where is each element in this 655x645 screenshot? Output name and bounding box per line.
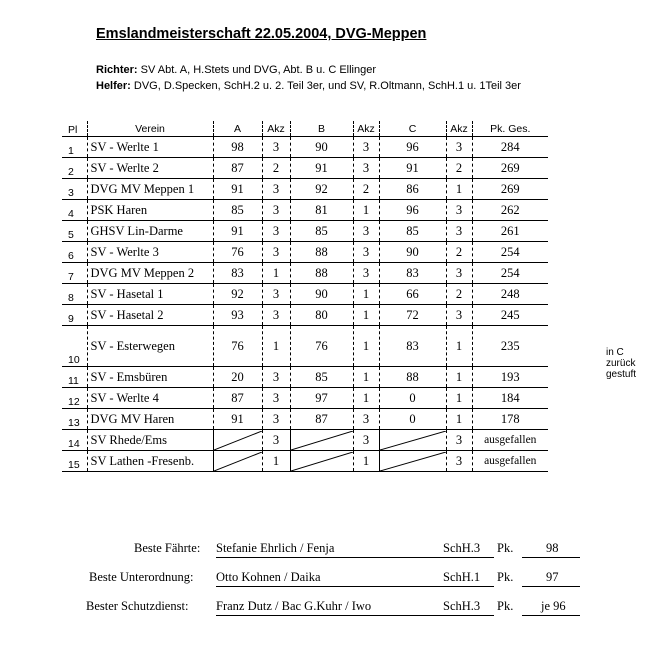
rank-cell: 14 xyxy=(62,430,87,451)
best-value: 98 xyxy=(546,541,559,555)
richter-text: SV Abt. A, H.Stets und DVG, Abt. B u. C Ellinger xyxy=(137,64,377,76)
header-c: C xyxy=(379,121,446,137)
akz-b-cell: 3 xyxy=(353,158,379,179)
table-row xyxy=(62,158,548,179)
akz-a-cell: 2 xyxy=(262,158,290,179)
akz-a-cell: 3 xyxy=(262,200,290,221)
total-cell: 269 xyxy=(472,158,548,179)
total-cell: 254 xyxy=(472,263,548,284)
table-row xyxy=(62,179,548,200)
score-b-cell: 81 xyxy=(290,200,353,221)
club-cell: SV - Werlte 3 xyxy=(87,242,213,263)
helfer-text: DVG, D.Specken, SchH.2 u. 2. Teil 3er, und SV, R.Oltmann, SchH.1 u. 1Teil 3er xyxy=(130,80,521,92)
total-cell: 235 xyxy=(472,326,548,367)
table-row xyxy=(62,326,548,367)
header-b: B xyxy=(290,121,353,137)
best-level: SchH.3 xyxy=(443,599,481,613)
table-row xyxy=(62,430,548,451)
score-a-cell: 87 xyxy=(213,158,262,179)
score-c-cell: 86 xyxy=(379,179,446,200)
akz-c-cell: 1 xyxy=(446,326,472,367)
best-name: Franz Dutz / Bac G.Kuhr / Iwo xyxy=(216,599,372,613)
total-cell: 248 xyxy=(472,284,548,305)
akz-a-cell: 3 xyxy=(262,388,290,409)
best-label: Bester Schutzdienst: xyxy=(86,599,189,613)
score-c-cell: 72 xyxy=(379,305,446,326)
club-cell: DVG MV Haren xyxy=(87,409,213,430)
club-cell: DVG MV Meppen 1 xyxy=(87,179,213,200)
score-c-cell: 0 xyxy=(379,388,446,409)
rank-cell: 2 xyxy=(62,158,87,179)
akz-b-cell: 3 xyxy=(353,137,379,158)
table-row xyxy=(62,242,548,263)
club-cell: PSK Haren xyxy=(87,200,213,221)
score-a-cell: 93 xyxy=(213,305,262,326)
akz-c-cell: 2 xyxy=(446,242,472,263)
rank-cell: 8 xyxy=(62,284,87,305)
score-b-cell: 97 xyxy=(290,388,353,409)
total-cell: 261 xyxy=(472,221,548,242)
akz-a-cell: 1 xyxy=(262,326,290,367)
rank-cell: 7 xyxy=(62,263,87,284)
club-cell: SV - Werlte 4 xyxy=(87,388,213,409)
score-b-cell xyxy=(290,430,353,451)
akz-a-cell: 3 xyxy=(262,179,290,200)
best-underline xyxy=(216,615,494,616)
table-row xyxy=(62,451,548,472)
total-cell: 284 xyxy=(472,137,548,158)
akz-a-cell: 3 xyxy=(262,221,290,242)
akz-b-cell: 3 xyxy=(353,263,379,284)
score-c-cell: 90 xyxy=(379,242,446,263)
best-level: SchH.1 xyxy=(443,570,481,584)
score-a-cell: 85 xyxy=(213,200,262,221)
akz-b-cell: 1 xyxy=(353,305,379,326)
best-underline xyxy=(522,557,580,558)
rank-cell: 13 xyxy=(62,409,87,430)
club-cell: SV - Werlte 1 xyxy=(87,137,213,158)
akz-c-cell: 3 xyxy=(446,137,472,158)
table-row xyxy=(62,137,548,158)
score-a-cell: 87 xyxy=(213,388,262,409)
table-header xyxy=(62,121,548,137)
club-cell: GHSV Lin-Darme xyxy=(87,221,213,242)
slash-mark xyxy=(214,431,262,450)
score-c-cell: 91 xyxy=(379,158,446,179)
score-c-cell: 85 xyxy=(379,221,446,242)
best-underline xyxy=(216,586,494,587)
table-row xyxy=(62,305,548,326)
table-row xyxy=(62,367,548,388)
total-cell: 193 xyxy=(472,367,548,388)
akz-b-cell: 2 xyxy=(353,179,379,200)
akz-a-cell: 3 xyxy=(262,305,290,326)
header-akz-b: Akz xyxy=(353,121,379,137)
akz-b-cell: 3 xyxy=(353,430,379,451)
akz-c-cell: 3 xyxy=(446,200,472,221)
score-c-cell xyxy=(379,430,446,451)
akz-a-cell: 3 xyxy=(262,430,290,451)
score-a-cell: 83 xyxy=(213,263,262,284)
score-b-cell: 85 xyxy=(290,367,353,388)
total-cell: 184 xyxy=(472,388,548,409)
best-pk-label: Pk. xyxy=(497,541,514,555)
akz-b-cell: 1 xyxy=(353,284,379,305)
akz-a-cell: 3 xyxy=(262,367,290,388)
akz-c-cell: 1 xyxy=(446,388,472,409)
akz-c-cell: 3 xyxy=(446,221,472,242)
note-line: in C xyxy=(606,347,624,358)
score-c-cell: 66 xyxy=(379,284,446,305)
score-c-cell: 96 xyxy=(379,200,446,221)
note-esterwegen xyxy=(606,347,636,380)
score-b-cell xyxy=(290,451,353,472)
akz-b-cell: 1 xyxy=(353,388,379,409)
best-pk-label: Pk. xyxy=(497,570,514,584)
rank-cell: 10 xyxy=(62,326,87,367)
slash-mark xyxy=(380,452,446,471)
score-c-cell: 88 xyxy=(379,367,446,388)
header-verein: Verein xyxy=(87,121,213,137)
rank-cell: 5 xyxy=(62,221,87,242)
akz-c-cell: 3 xyxy=(446,263,472,284)
best-level: SchH.3 xyxy=(443,541,481,555)
best-label: Beste Unterordnung: xyxy=(89,570,194,584)
total-cell: 245 xyxy=(472,305,548,326)
akz-c-cell: 2 xyxy=(446,284,472,305)
akz-a-cell: 1 xyxy=(262,451,290,472)
akz-c-cell: 1 xyxy=(446,367,472,388)
header-akz-a: Akz xyxy=(262,121,290,137)
akz-b-cell: 1 xyxy=(353,367,379,388)
score-b-cell: 90 xyxy=(290,284,353,305)
best-label: Beste Fährte: xyxy=(134,541,201,555)
total-cell: 269 xyxy=(472,179,548,200)
score-b-cell: 88 xyxy=(290,263,353,284)
score-a-cell: 91 xyxy=(213,221,262,242)
slash-mark xyxy=(380,431,446,450)
score-b-cell: 76 xyxy=(290,326,353,367)
rank-cell: 9 xyxy=(62,305,87,326)
club-cell: SV - Esterwegen xyxy=(87,326,213,367)
rank-cell: 3 xyxy=(62,179,87,200)
slash-mark xyxy=(214,452,262,471)
akz-c-cell: 3 xyxy=(446,451,472,472)
helfer-label: Helfer: xyxy=(96,80,131,92)
akz-c-cell: 3 xyxy=(446,305,472,326)
akz-b-cell: 1 xyxy=(353,451,379,472)
rank-cell: 12 xyxy=(62,388,87,409)
akz-a-cell: 1 xyxy=(262,263,290,284)
richter-label: Richter: xyxy=(96,64,138,76)
slash-mark xyxy=(291,452,353,471)
club-cell: DVG MV Meppen 2 xyxy=(87,263,213,284)
note-line: zurück xyxy=(606,358,636,369)
table-row xyxy=(62,409,548,430)
akz-c-cell: 1 xyxy=(446,409,472,430)
score-a-cell xyxy=(213,451,262,472)
slash-mark xyxy=(291,431,353,450)
rank-cell: 15 xyxy=(62,451,87,472)
score-a-cell: 76 xyxy=(213,326,262,367)
score-c-cell: 0 xyxy=(379,409,446,430)
score-b-cell: 87 xyxy=(290,409,353,430)
total-cell: 262 xyxy=(472,200,548,221)
akz-b-cell: 3 xyxy=(353,409,379,430)
club-cell: SV Rhede/Ems xyxy=(87,430,213,451)
best-underline xyxy=(216,557,494,558)
rank-cell: 1 xyxy=(62,137,87,158)
total-cell: ausgefallen xyxy=(472,430,548,451)
akz-b-cell: 3 xyxy=(353,242,379,263)
score-a-cell xyxy=(213,430,262,451)
best-value: je 96 xyxy=(541,599,566,613)
club-cell: SV - Emsbüren xyxy=(87,367,213,388)
richter-line xyxy=(96,64,376,76)
akz-a-cell: 3 xyxy=(262,409,290,430)
header-pl: Pl xyxy=(62,121,87,137)
table-row xyxy=(62,263,548,284)
score-c-cell xyxy=(379,451,446,472)
rank-cell: 11 xyxy=(62,367,87,388)
akz-a-cell: 3 xyxy=(262,284,290,305)
akz-b-cell: 3 xyxy=(353,221,379,242)
header-akz-c: Akz xyxy=(446,121,472,137)
club-cell: SV - Hasetal 2 xyxy=(87,305,213,326)
note-line: gestuft xyxy=(606,369,637,380)
best-pk-label: Pk. xyxy=(497,599,514,613)
table-row xyxy=(62,221,548,242)
akz-c-cell: 2 xyxy=(446,158,472,179)
table-row xyxy=(62,388,548,409)
table-row xyxy=(62,200,548,221)
best-name: Stefanie Ehrlich / Fenja xyxy=(216,541,335,555)
score-c-cell: 83 xyxy=(379,326,446,367)
page-title: Emslandmeisterschaft 22.05.2004, DVG-Meppen xyxy=(96,26,427,42)
club-cell: SV - Werlte 2 xyxy=(87,158,213,179)
rank-cell: 6 xyxy=(62,242,87,263)
results-table xyxy=(62,121,548,472)
header-pk-ges: Pk. Ges. xyxy=(472,121,548,137)
akz-c-cell: 1 xyxy=(446,179,472,200)
rank-cell: 4 xyxy=(62,200,87,221)
best-underline xyxy=(522,586,580,587)
akz-b-cell: 1 xyxy=(353,200,379,221)
akz-a-cell: 3 xyxy=(262,242,290,263)
score-c-cell: 83 xyxy=(379,263,446,284)
score-a-cell: 98 xyxy=(213,137,262,158)
score-a-cell: 76 xyxy=(213,242,262,263)
total-cell: 178 xyxy=(472,409,548,430)
club-cell: SV Lathen -Fresenb. xyxy=(87,451,213,472)
score-b-cell: 80 xyxy=(290,305,353,326)
table-row xyxy=(62,284,548,305)
score-a-cell: 20 xyxy=(213,367,262,388)
score-b-cell: 92 xyxy=(290,179,353,200)
score-b-cell: 91 xyxy=(290,158,353,179)
helfer-line xyxy=(96,80,521,92)
best-value: 97 xyxy=(546,570,559,584)
best-name: Otto Kohnen / Daika xyxy=(216,570,321,584)
best-underline xyxy=(522,615,580,616)
akz-a-cell: 3 xyxy=(262,137,290,158)
score-b-cell: 90 xyxy=(290,137,353,158)
header-a: A xyxy=(213,121,262,137)
score-a-cell: 91 xyxy=(213,409,262,430)
score-a-cell: 92 xyxy=(213,284,262,305)
score-b-cell: 85 xyxy=(290,221,353,242)
club-cell: SV - Hasetal 1 xyxy=(87,284,213,305)
score-c-cell: 96 xyxy=(379,137,446,158)
score-a-cell: 91 xyxy=(213,179,262,200)
total-cell: 254 xyxy=(472,242,548,263)
akz-c-cell: 3 xyxy=(446,430,472,451)
total-cell: ausgefallen xyxy=(472,451,548,472)
score-b-cell: 88 xyxy=(290,242,353,263)
akz-b-cell: 1 xyxy=(353,326,379,367)
